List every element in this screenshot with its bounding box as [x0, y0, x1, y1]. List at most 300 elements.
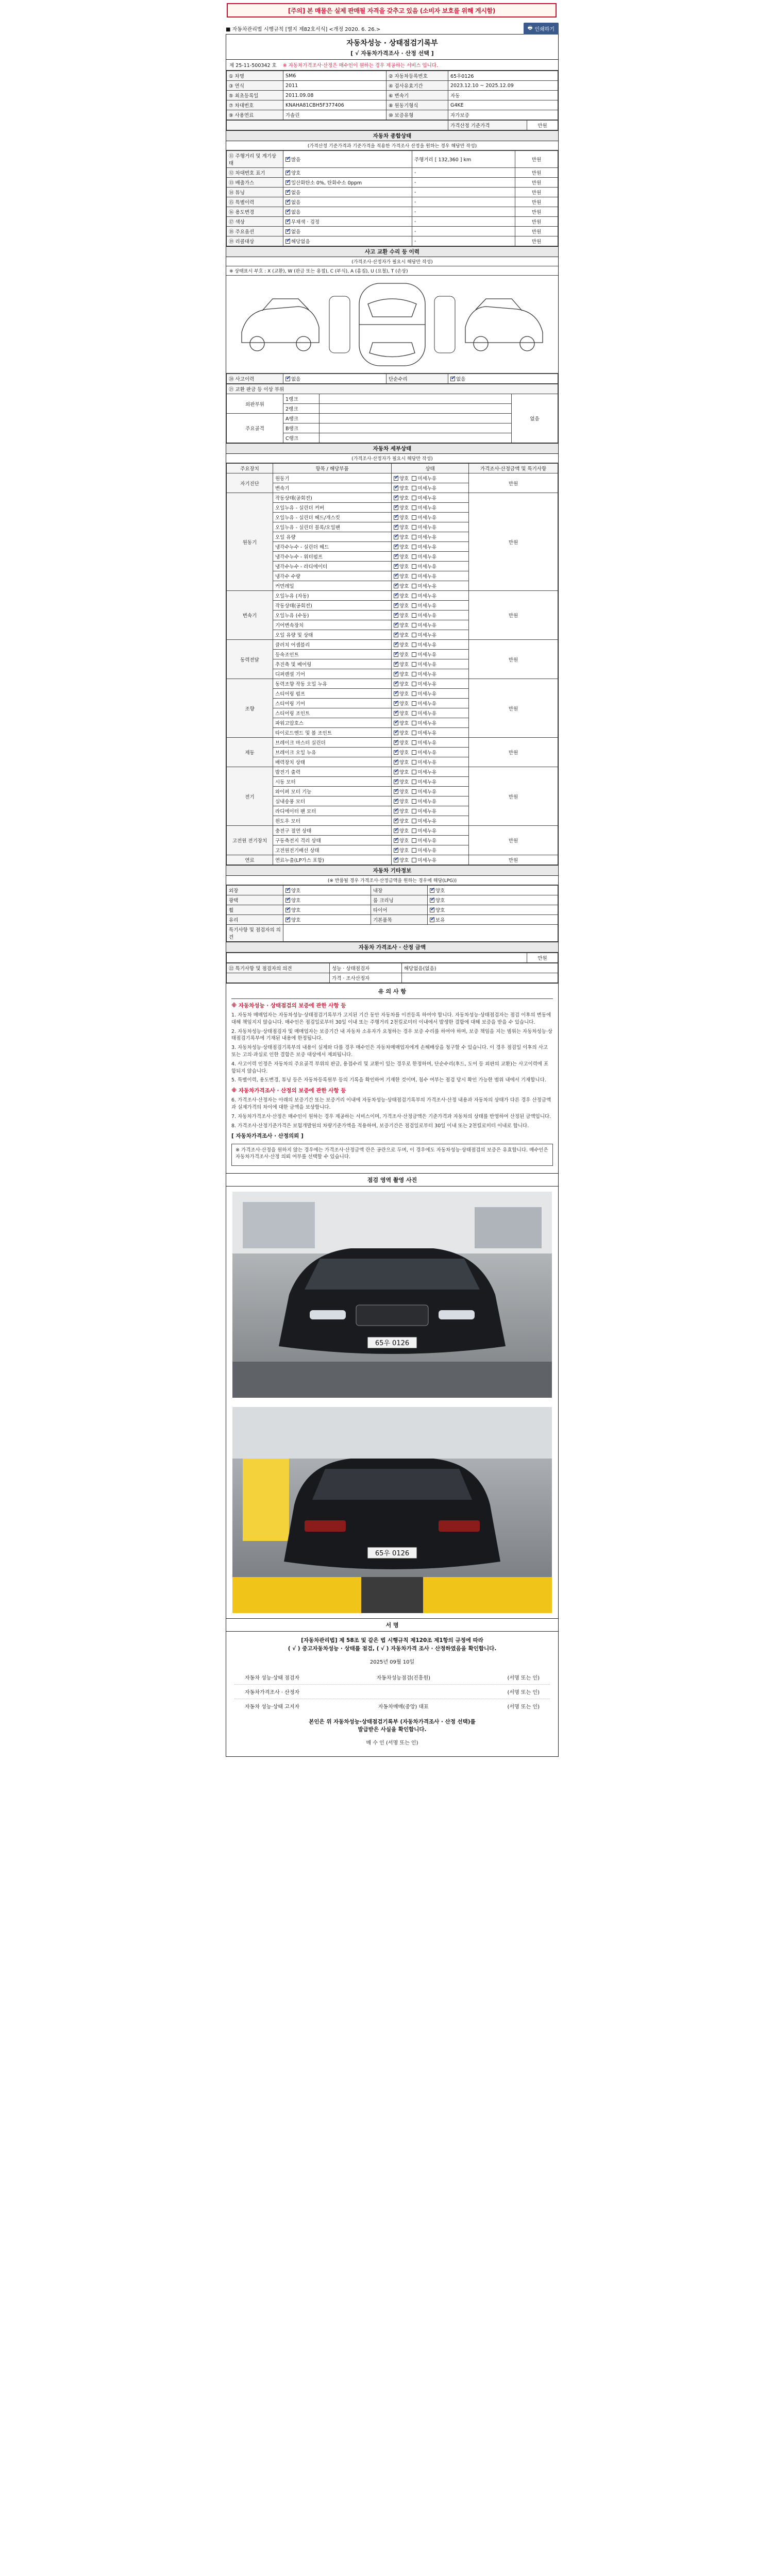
detail-item: 오일 유량 및 상태: [273, 630, 392, 640]
detail-state-cell: [392, 669, 469, 679]
final-line-2: 발급받은 사실을 확인합니다.: [358, 1726, 427, 1733]
notice-paragraph: 4. 사고이력 인정은 자동차의 주요골격 부위의 판금, 용접수리 및 교환이 있는 경우로 한정하며, 단순수리(후드, 도어 등 외판의 교환)는 사고이력에 포함되지 않습니다.: [231, 1061, 549, 1074]
checkbox-icon: [412, 613, 416, 618]
detail-state: 양호: [399, 554, 409, 560]
checkbox-icon: [394, 574, 398, 579]
etc-value-cell: [283, 905, 371, 915]
photos-area: [226, 1187, 559, 1619]
detail-item: 작동상태(공회전): [273, 493, 392, 503]
detail-state: 양호: [399, 584, 409, 589]
general-status-note: -: [412, 236, 515, 246]
detail-state-alt: 미세누유: [417, 554, 437, 560]
general-status-value: 없음: [291, 200, 301, 206]
general-status-note: -: [412, 178, 515, 188]
detail-state-alt: 미세누유: [417, 838, 437, 844]
accident-history-label: ⑳ 사고이력: [227, 374, 283, 384]
detail-item: 윈도우 모터: [273, 816, 392, 826]
detail-state: 양호: [399, 476, 409, 482]
detail-state-alt: 미세누유: [417, 828, 437, 834]
detail-state: 양호: [399, 525, 409, 531]
checkbox-icon: [285, 180, 290, 185]
detail-item: 클러치 어셈블리: [273, 640, 392, 650]
checkbox-icon: [285, 229, 290, 234]
general-status-amount: 만원: [515, 188, 558, 197]
detail-state-cell: [392, 738, 469, 748]
basic-info-value: KNAHA81CBH5F377406: [283, 100, 386, 110]
accident-history-table: [226, 374, 558, 384]
detail-amount: 만원: [469, 591, 558, 640]
document-number-line: [226, 60, 558, 71]
detail-state-alt: 미세누유: [417, 564, 437, 570]
checkbox-icon: [412, 760, 416, 765]
detail-item: 배력장치 상태: [273, 757, 392, 767]
detail-item: 원동기: [273, 473, 392, 483]
detail-state: 양호: [399, 858, 409, 863]
notice-title: 유 의 사 항: [231, 988, 553, 999]
detail-state-cell: [392, 483, 469, 493]
document-number: 제 25-11-500342 호: [229, 63, 277, 69]
general-status-note: 주행거리 [ 132,360 ] km: [412, 151, 515, 168]
parts-heading: ㉑ 교환 판금 등 이상 부위: [227, 384, 558, 394]
inspector-blank: [227, 973, 330, 983]
etc-value: 양호: [435, 898, 445, 904]
etc-row: [227, 895, 558, 905]
etc-label: 유리: [227, 915, 283, 925]
detail-state-cell: [392, 552, 469, 562]
detail-row: [227, 738, 558, 748]
detail-device: 고전원 전기장치: [227, 826, 273, 855]
checkbox-icon: [412, 603, 416, 608]
printer-icon: 🖶: [527, 25, 533, 31]
detail-state-cell: [392, 650, 469, 659]
notice-heading-1: ※ 자동차성능 · 상태점검의 보증에 관한 사항 등: [231, 1002, 346, 1009]
detail-item: 발전기 출력: [273, 767, 392, 777]
checkbox-icon: [412, 731, 416, 735]
detail-state: 양호: [399, 505, 409, 511]
notice-section: [226, 984, 559, 1174]
etc-label: 룸 크리닝: [371, 895, 428, 905]
checkbox-icon: [285, 190, 290, 195]
detail-state-alt: 미세누유: [417, 633, 437, 638]
basic-info-label: ② 자동차등록번호: [386, 71, 448, 81]
general-status-amount: 만원: [515, 168, 558, 178]
general-status-label: ⑪ 주행거리 및 계기상태: [227, 151, 283, 168]
checkbox-icon: [412, 711, 416, 716]
checkbox-icon: [394, 750, 398, 755]
general-status-label: ⑯ 용도변경: [227, 207, 283, 217]
detail-state-alt: 미세누유: [417, 701, 437, 707]
total-table: [226, 953, 558, 963]
checkbox-icon: [285, 898, 290, 903]
general-status-label: ⑲ 리콜대상: [227, 236, 283, 246]
detail-row: [227, 640, 558, 650]
checkbox-icon: [412, 584, 416, 588]
detail-amount: 만원: [469, 826, 558, 855]
detail-state-alt: 미세누유: [417, 623, 437, 629]
general-status-value-cell: [283, 217, 412, 227]
detail-state-alt: 미세누유: [417, 740, 437, 746]
general-status-value: 많음: [291, 157, 301, 163]
checkbox-icon: [394, 613, 398, 618]
general-status-row: [227, 168, 558, 178]
general-status-value-cell: [283, 188, 412, 197]
general-status-value: 없음: [291, 229, 301, 235]
inspector-table: [226, 963, 558, 983]
checkbox-icon: [412, 858, 416, 862]
basic-info-value: 자동: [448, 91, 558, 100]
service-note: ※ 자동차가격조사·산정은 매수인이 원하는 경우 제공하는 서비스 입니다.: [282, 63, 438, 69]
checkbox-icon: [412, 496, 416, 500]
detail-item: 디퍼렌셜 기어: [273, 669, 392, 679]
general-status-row: [227, 188, 558, 197]
detail-state-alt: 미세누유: [417, 662, 437, 668]
detail-state-cell: [392, 699, 469, 708]
etc-value-cell: [428, 905, 558, 915]
general-status-row: [227, 227, 558, 236]
detail-state-alt: 미세누유: [417, 594, 437, 599]
checkbox-icon: [412, 770, 416, 774]
detail-col-state: 상태: [392, 464, 469, 473]
detail-row: [227, 855, 558, 865]
detail-state: 양호: [399, 789, 409, 795]
detail-col-item: 항목 / 해당부품: [273, 464, 392, 473]
checkbox-icon: [285, 171, 290, 175]
detail-state: 양호: [399, 613, 409, 619]
checkbox-icon: [394, 662, 398, 667]
detail-state-alt: 미세누유: [417, 848, 437, 854]
detail-state: 양호: [399, 691, 409, 697]
etc-value-cell: [428, 886, 558, 895]
detail-sub: (가격조사·산정자가 필요시 해당만 작성): [226, 454, 558, 463]
detail-item: 라디에이터 팬 모터: [273, 806, 392, 816]
detail-state: 양호: [399, 486, 409, 492]
detail-state-cell: [392, 473, 469, 483]
checkbox-icon: [412, 789, 416, 794]
notice-paragraph: 8. 가격조사·산정기준가격은 보험개발원의 차량기준가액을 적용하며, 보증기간은 점검일로부터 30일 이내 또는 2천킬로미터 이내로 합니다.: [231, 1123, 529, 1129]
checkbox-icon: [394, 515, 398, 520]
detail-amount: 만원: [469, 767, 558, 826]
detail-state-cell: [392, 816, 469, 826]
checkbox-icon: [430, 888, 434, 893]
etc-value-cell: [283, 886, 371, 895]
total-heading: 자동차 가격조사 · 산정 금액: [226, 942, 558, 953]
notice-heading-3: [ 자동차가격조사 · 산정의뢰 ]: [231, 1133, 304, 1140]
checkbox-icon: [412, 574, 416, 579]
signer-signature[interactable]: (서명 또는 인): [507, 1704, 540, 1710]
detail-amount: 만원: [469, 855, 558, 865]
general-status-table: [226, 150, 558, 246]
vehicle-damage-diagram: [226, 276, 558, 374]
etc-label: 휠: [227, 905, 283, 915]
general-status-amount: 만원: [515, 197, 558, 207]
etc-value-cell: [283, 915, 371, 925]
detail-item: 작동상태(공회전): [273, 601, 392, 611]
detail-state-alt: 미세누유: [417, 789, 437, 795]
car-outline-diagram: [226, 276, 558, 374]
checkbox-icon: [394, 476, 398, 481]
simple-repair-label: 단순수리: [386, 374, 448, 384]
detail-state: 양호: [399, 623, 409, 629]
checkbox-icon: [412, 721, 416, 725]
detail-item: 연료누출(LP가스 포함): [273, 855, 392, 865]
signer-row: [234, 1699, 550, 1713]
checkbox-icon: [394, 848, 398, 853]
detail-state-cell: [392, 777, 469, 787]
detail-state-cell: [392, 796, 469, 806]
general-status-value: 없음: [291, 190, 301, 196]
etc-value-cell: [428, 915, 558, 925]
detail-state: 양호: [399, 711, 409, 717]
detail-state: 양호: [399, 496, 409, 501]
price-basis-label: 가격산정 기준가격: [448, 121, 527, 130]
etc-label: 타이어: [371, 905, 428, 915]
detail-state-alt: 미세누유: [417, 652, 437, 658]
checkbox-icon: [412, 642, 416, 647]
detail-state: 양호: [399, 828, 409, 834]
general-status-row: [227, 207, 558, 217]
notice-paragraph: ※ 가격조사·산정을 원하지 않는 경우에는 가격조사·산정금액 란은 공란으로 두며, 이 경우에도 자동차성능·상태점검의 보증은 유효합니다. 매수인은 자동차가격조사·산정 의뢰 여부를 선택할 수 있습니다.: [236, 1147, 548, 1160]
detail-device: 동력전달: [227, 640, 273, 679]
checkbox-icon: [412, 652, 416, 657]
detail-state: 양호: [399, 770, 409, 775]
detail-state-alt: 미세누유: [417, 642, 437, 648]
detail-device: 원동기: [227, 493, 273, 591]
notice-paragraph: 1. 자동차 매매업자는 자동차성능·상태점검기록부가 고지된 기간 동안 자동차를 이전등록 하여야 합니다. 자동차성능·상태점검자는 점검 이후의 변동에 대해 책임지지 않습니다. 매수인은 점검일로부터 30일 이내 또는 주행거리 2천킬로미터 이내에서 발생한 결함에 대해 보증을 받을 수 있습니다.: [231, 1012, 551, 1025]
checkbox-icon: [412, 848, 416, 853]
detail-item: 냉각수누수 - 실린더 헤드: [273, 542, 392, 552]
general-status-row: [227, 151, 558, 168]
detail-amount: 만원: [469, 493, 558, 591]
checkbox-icon: [394, 682, 398, 686]
signer-role: 자동차가격조사 · 산정자: [245, 1689, 300, 1696]
basic-info-value: 65우0126: [448, 71, 558, 81]
detail-row: [227, 679, 558, 689]
rear-plate-text: 65우 0126: [375, 1550, 410, 1558]
detail-state-cell: [392, 640, 469, 650]
detail-state-alt: 미세누유: [417, 682, 437, 687]
detail-state-alt: 미세누유: [417, 721, 437, 726]
detail-table: [226, 463, 558, 865]
inspector-opinion-label: ㉒ 특기사항 및 점검자의 의견: [227, 963, 330, 973]
etc-label: 광택: [227, 895, 283, 905]
notice-paragraph: 7. 자동차가격조사·산정은 매수인이 원하는 경우 제공하는 서비스이며, 가격조사·산정금액은 기준가격과 자동차의 상태를 반영하여 산정된 금액입니다.: [231, 1113, 551, 1120]
etc-value: 양호: [291, 908, 301, 913]
detail-col-amount: 가격조사·산정금액 및 특기사항: [469, 464, 558, 473]
rank-1: 1랭크: [283, 394, 320, 404]
detail-item: 시동 모터: [273, 777, 392, 787]
print-label: 인쇄하기: [534, 26, 554, 32]
detail-state-alt: 미세누유: [417, 770, 437, 775]
general-status-value: 해당없음: [291, 239, 310, 245]
detail-row: [227, 591, 558, 601]
checkbox-icon: [412, 486, 416, 490]
detail-state-alt: 미세누유: [417, 505, 437, 511]
checkbox-icon: [412, 750, 416, 755]
checkbox-icon: [394, 545, 398, 549]
general-status-label: ⑭ 튜닝: [227, 188, 283, 197]
detail-state: 양호: [399, 799, 409, 805]
accident-legend: ※ 상태표시 부호 : X (교환), W (판금 또는 용접), C (부식), A (흠집), U (요철), T (손상): [226, 266, 558, 276]
general-status-note: -: [412, 197, 515, 207]
checkbox-icon: [394, 633, 398, 637]
checkbox-icon: [412, 838, 416, 843]
detail-state-alt: 미세누유: [417, 476, 437, 482]
detail-state-alt: 미세누유: [417, 584, 437, 589]
detail-state-alt: 미세누유: [417, 858, 437, 863]
general-status-value: 무채색 · 검정: [291, 219, 320, 225]
detail-state: 양호: [399, 564, 409, 570]
detail-state: 양호: [399, 682, 409, 687]
detail-device: 연료: [227, 855, 273, 865]
general-status-label: ⑱ 주요옵션: [227, 227, 283, 236]
general-status-note: -: [412, 207, 515, 217]
detail-state: 양호: [399, 721, 409, 726]
detail-item: 추진축 및 베어링: [273, 659, 392, 669]
special-value: [283, 925, 558, 942]
basic-info-label: ⑤ 최초등록일: [227, 91, 283, 100]
detail-col-device: 주요장치: [227, 464, 273, 473]
detail-item: 커먼레일: [273, 581, 392, 591]
detail-state: 양호: [399, 535, 409, 540]
detail-state-alt: 미세누유: [417, 535, 437, 540]
checkbox-icon: [412, 515, 416, 520]
general-status-value: 없음: [291, 210, 301, 215]
detail-state-alt: 미세누유: [417, 515, 437, 521]
car-rear-photo: [232, 1407, 552, 1613]
detail-item: 냉각수누수 - 라디에이터: [273, 562, 392, 571]
detail-item: 충전구 절연 상태: [273, 826, 392, 836]
detail-item: 오일누유 - 실린더 블록/오일팬: [273, 522, 392, 532]
signer-role: 자동차 성능·상태 고지자: [245, 1704, 300, 1710]
detail-state-cell: [392, 611, 469, 620]
detail-item: 오일누유 (수동): [273, 611, 392, 620]
general-status-value-cell: [283, 178, 412, 188]
basic-info-value: 2011: [283, 81, 386, 91]
basic-info-value: G4KE: [448, 100, 558, 110]
detail-state: 양호: [399, 642, 409, 648]
general-status-value-cell: [283, 168, 412, 178]
detail-state-cell: [392, 522, 469, 532]
detail-state-cell: [392, 826, 469, 836]
etc-row: [227, 915, 558, 925]
detail-state: 양호: [399, 662, 409, 668]
detail-amount: 만원: [469, 473, 558, 493]
detail-state: 양호: [399, 633, 409, 638]
general-status-note: -: [412, 188, 515, 197]
detail-state: 양호: [399, 652, 409, 658]
checkbox-icon: [412, 505, 416, 510]
general-status-value: 일산화탄소 0%, 탄화수소 0ppm: [291, 180, 362, 186]
checkbox-icon: [394, 652, 398, 657]
detail-state-cell: [392, 503, 469, 513]
general-status-label: ⑰ 색상: [227, 217, 283, 227]
main-frame-label: 주요골격: [227, 414, 283, 443]
checkbox-icon: [285, 888, 290, 893]
basic-info-value: 2023.12.10 ~ 2025.12.09: [448, 81, 558, 91]
rank-2: 2랭크: [283, 404, 320, 414]
detail-state: 양호: [399, 545, 409, 550]
basic-info-label: ⑩ 보증유형: [386, 110, 448, 120]
general-status-heading: 자동차 종합상태: [226, 130, 558, 141]
detail-item: 동력조향 작동 오일 누유: [273, 679, 392, 689]
detail-state: 양호: [399, 603, 409, 609]
general-status-label: ⑮ 특별이력: [227, 197, 283, 207]
inspector-value-1: 해당없음(없음): [402, 963, 558, 973]
detail-state-cell: [392, 542, 469, 552]
detail-row: [227, 493, 558, 503]
checkbox-icon: [430, 898, 434, 903]
checkbox-icon: [412, 525, 416, 530]
detail-state-alt: 미세누유: [417, 779, 437, 785]
detail-item: 스티어링 기어: [273, 699, 392, 708]
detail-state-cell: [392, 845, 469, 855]
warning-banner: [주의] 본 매물은 실제 판매될 자격을 갖추고 있음 (소비자 보호를 위해 게시함): [227, 3, 557, 18]
detail-item: 기어변속장치: [273, 620, 392, 630]
detail-item: 타이로드엔드 및 볼 조인트: [273, 728, 392, 738]
checkbox-icon: [394, 809, 398, 814]
detail-state-cell: [392, 757, 469, 767]
checkbox-icon: [430, 908, 434, 912]
signer-name: 자동차매매(중앙) 대표: [378, 1704, 429, 1710]
document-title: 자동차성능 · 상태점검기록부: [346, 39, 438, 47]
checkbox-icon: [394, 691, 398, 696]
checkbox-icon: [394, 496, 398, 500]
general-status-amount: 만원: [515, 207, 558, 217]
signer-signature[interactable]: (서명 또는 인): [507, 1675, 540, 1681]
etc-heading: 자동차 기타정보: [226, 865, 558, 876]
basic-info-value: 자가보증: [448, 110, 558, 120]
general-status-value-cell: [283, 207, 412, 217]
print-button[interactable]: [524, 23, 559, 35]
signer-signature[interactable]: (서명 또는 인): [507, 1689, 540, 1696]
sign-date: 2025년 09월 10일: [369, 1659, 415, 1665]
rank-c: C랭크: [283, 433, 320, 443]
etc-row: [227, 905, 558, 915]
detail-device: 제동: [227, 738, 273, 767]
detail-state-cell: [392, 689, 469, 699]
checkbox-icon: [394, 828, 398, 833]
general-status-value-cell: [283, 151, 412, 168]
basic-info-row: [227, 71, 558, 81]
inspector-value-2: [402, 973, 558, 983]
detail-item: 오일 유량: [273, 532, 392, 542]
checkbox-icon: [394, 779, 398, 784]
document-subtitle: [ √ 자동차가격조사 · 산정 선택 ]: [350, 50, 434, 57]
parts-table: [226, 384, 558, 443]
detail-state-cell: [392, 728, 469, 738]
general-status-amount: 만원: [515, 151, 558, 168]
detail-state-cell: [392, 532, 469, 542]
buyer-signature: 매 수 인 (서명 또는 인): [366, 1740, 418, 1747]
general-status-amount: 만원: [515, 217, 558, 227]
checkbox-icon: [394, 731, 398, 735]
final-confirmation: [234, 1713, 550, 1737]
notice-heading-2: ※ 자동차가격조사 · 산정의 보증에 관한 사항 등: [231, 1088, 346, 1094]
checkbox-icon: [394, 770, 398, 774]
checkbox-icon: [412, 554, 416, 559]
checkbox-icon: [285, 908, 290, 912]
general-status-note: -: [412, 227, 515, 236]
detail-state-cell: [392, 836, 469, 845]
detail-item: 브레이크 마스터 실린더: [273, 738, 392, 748]
detail-state: 양호: [399, 750, 409, 756]
detail-amount: 만원: [469, 679, 558, 738]
basic-info-label: ⑥ 변속기: [386, 91, 448, 100]
price-basis-unit: 만원: [527, 121, 558, 130]
detail-state: 양호: [399, 701, 409, 707]
notice-paragraph: 6. 가격조사·산정자는 아래의 보증기간 또는 보증거리 이내에 자동차성능·상태점검기록부의 가격조사·산정 내용과 자동차의 상태가 다른 경우 산정금액과 실제가격의 차이에 대한 금액을 보상합니다.: [231, 1097, 551, 1111]
sign-statement-line-1: [자동차관리법] 제 58조 및 같은 법 시행규칙 제120조 제1항의 규정에 따라: [301, 1637, 483, 1644]
